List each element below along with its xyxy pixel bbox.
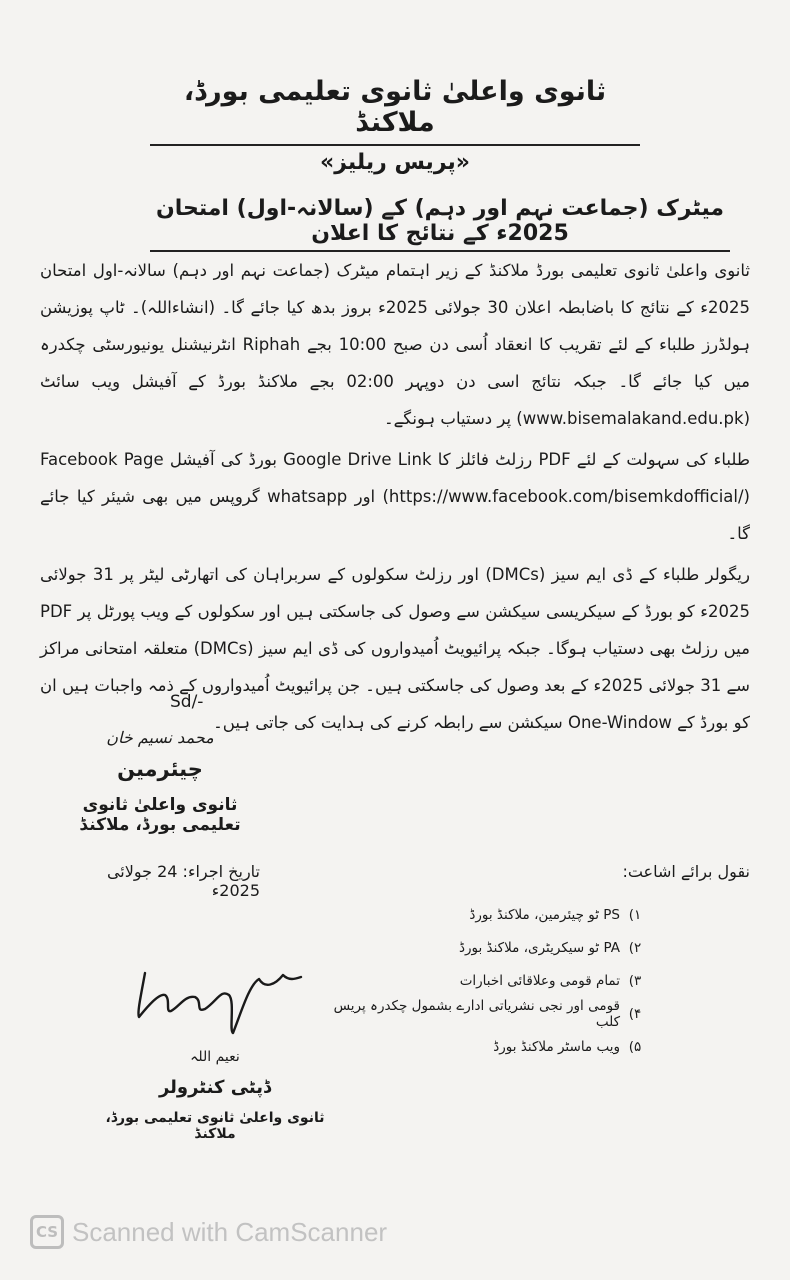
item-number: ۳) bbox=[628, 972, 642, 989]
scanner-watermark bbox=[30, 1215, 387, 1249]
item-text: ویب ماسٹر ملاکنڈ بورڈ bbox=[493, 1038, 620, 1055]
distribution-list bbox=[330, 898, 650, 1063]
press-release-heading: «پریس ریلیز» bbox=[320, 150, 470, 175]
board-title: ثانوی واعلیٰ ثانوی تعلیمی بورڈ، ملاکنڈ bbox=[150, 76, 640, 146]
handwritten-signature bbox=[125, 955, 305, 1035]
paragraph-online-links: طلباء کی سہولت کے لئے PDF رزلٹ فائلز کا Google Drive Link بورڈ کی آفیشل Facebook Page (https://www.facebook.com/bisemkdofficial/) اور whatsapp گروپس میں بھی شیئر کیا جائے گا۔ bbox=[40, 450, 750, 543]
camscanner-logo-icon: CS bbox=[30, 1215, 64, 1249]
deputy-organization: ثانوی واعلیٰ ثانوی تعلیمی بورڈ، ملاکنڈ bbox=[105, 1110, 325, 1142]
chairman-organization: ثانوی واعلیٰ ثانوی تعلیمی بورڈ، ملاکنڈ bbox=[79, 795, 241, 835]
deputy-designation: ڈپٹی کنٹرولر bbox=[158, 1077, 272, 1098]
deputy-name: نعیم اللہ bbox=[190, 1049, 240, 1065]
list-item bbox=[330, 898, 650, 931]
issue-date: تاریخ اجراء: 24 جولائی 2025ء bbox=[106, 862, 260, 900]
chairman-signature-block bbox=[60, 692, 260, 835]
item-text: قومی اور نجی نشریاتی ادارے بشمول چکدرہ پریس کلب bbox=[333, 997, 620, 1030]
sd-mark: Sd/- bbox=[170, 692, 204, 712]
paragraph-announcement: ثانوی واعلیٰ ثانوی تعلیمی بورڈ ملاکنڈ کے زیر اہتمام میٹرک (جماعت نہم اور دہم) سالانہ-اول امتحان 2025ء کے نتائج کا باضابطہ اعلان 30 جولائی 2025ء بروز بدھ کیا جائے گا۔ (انشاءاللہ)۔ ٹاپ پوزیشن ہولڈرز طلباء کے لئے تقریب کا انعقاد اُسی دن صبح 10:00 بجے Riphah انٹرنیشنل یونیورسٹی چکدرہ میں کیا جائے گا۔ جبکہ نتائج اسی دن دوپہر 02:00 بجے ملاکنڈ بورڈ کے آفیشل ویب سائٹ (www.bisemalakand.edu.pk) پر دستیاب ہونگے۔ bbox=[40, 261, 751, 428]
item-text: PA ٹو سیکریٹری، ملاکنڈ بورڈ bbox=[458, 939, 620, 956]
subject-heading: میٹرک (جماعت نہم اور دہم) کے (سالانہ-اول) امتحان 2025ء کے نتائج کا اعلان bbox=[150, 196, 730, 252]
list-item bbox=[330, 964, 650, 997]
list-item bbox=[330, 931, 650, 964]
body-text bbox=[40, 252, 750, 745]
watermark-text: Scanned with CamScanner bbox=[72, 1216, 388, 1247]
chairman-name: محمد نسیم خان bbox=[106, 728, 214, 747]
list-item bbox=[330, 1030, 650, 1063]
item-number: ۵) bbox=[628, 1038, 642, 1055]
list-item bbox=[330, 997, 650, 1030]
item-text: PS ٹو چیئرمین، ملاکنڈ بورڈ bbox=[469, 906, 620, 923]
item-number: ۴) bbox=[628, 1005, 642, 1022]
distribution-heading: نقول برائے اشاعت: bbox=[622, 862, 750, 881]
item-number: ۱) bbox=[628, 906, 642, 923]
item-number: ۲) bbox=[628, 939, 642, 956]
item-text: تمام قومی وعلاقائی اخبارات bbox=[459, 972, 620, 989]
chairman-designation: چیئرمین bbox=[117, 757, 203, 781]
deputy-controller-block bbox=[100, 955, 330, 1142]
paragraph-dmcs: ریگولر طلباء کے ڈی ایم سیز (DMCs) اور رزلٹ سکولوں کے سربراہان کی اتھارٹی لیٹر پر 31 جولائی 2025ء کو بورڈ کے سیکریسی سیکشن سے وصول کی جاسکتی ہیں اور سکولوں کے ویب پورٹل پر PDF میں رزلٹ بھی دستیاب ہوگا۔ جبکہ پرائیویٹ اُمیدواروں کی ڈی ایم سیز (DMCs) متعلقہ امتحانی مراکز سے 31 جولائی 2025ء کے بعد وصول کی جاسکتی ہیں۔ جن پرائیویٹ اُمیدواروں کے ذمہ واجبات ہیں ان کو بورڈ کے One-Window سیکشن سے رابطہ کرنے کی ہدایت کی جاتی ہیں۔ bbox=[40, 565, 751, 732]
